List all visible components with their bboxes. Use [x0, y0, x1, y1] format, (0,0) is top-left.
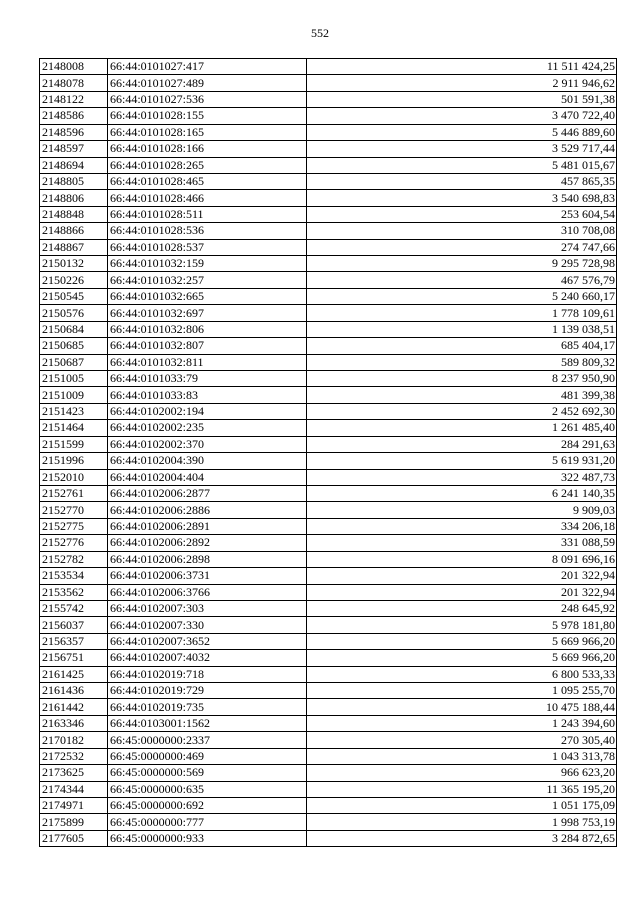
table-row — [40, 420, 617, 436]
row-id-cell: 2161425 — [40, 666, 108, 682]
cadastral-number-cell: 66:44:0102007:4032 — [108, 650, 307, 666]
table-row — [40, 157, 617, 173]
row-id-cell: 2152761 — [40, 485, 108, 501]
cadastral-number-cell: 66:44:0101032:257 — [108, 272, 307, 288]
cadastral-number-cell: 66:44:0102007:330 — [108, 617, 307, 633]
row-id-cell: 2177605 — [40, 830, 108, 846]
value-cell: 1 051 175,09 — [307, 797, 617, 813]
row-id-cell: 2150687 — [40, 354, 108, 370]
cadastral-number-cell: 66:44:0103001:1562 — [108, 715, 307, 731]
table-row — [40, 535, 617, 551]
row-id-cell: 2150545 — [40, 288, 108, 304]
cadastral-number-cell: 66:44:0102006:2877 — [108, 485, 307, 501]
value-cell: 1 095 255,70 — [307, 683, 617, 699]
table-row — [40, 124, 617, 140]
cadastral-number-cell: 66:45:0000000:635 — [108, 781, 307, 797]
table-row — [40, 633, 617, 649]
table-row — [40, 321, 617, 337]
cadastral-number-cell: 66:44:0102019:735 — [108, 699, 307, 715]
table-row — [40, 436, 617, 452]
table-row — [40, 272, 617, 288]
table-row — [40, 108, 617, 124]
value-cell: 2 452 692,30 — [307, 403, 617, 419]
table-row — [40, 453, 617, 469]
cadastral-number-cell: 66:44:0101028:155 — [108, 108, 307, 124]
row-id-cell: 2156751 — [40, 650, 108, 666]
value-cell: 270 305,40 — [307, 732, 617, 748]
cadastral-number-cell: 66:44:0102006:2886 — [108, 502, 307, 518]
value-cell: 310 708,08 — [307, 223, 617, 239]
cadastral-number-cell: 66:44:0101027:489 — [108, 75, 307, 91]
table-row — [40, 485, 617, 501]
cadastral-number-cell: 66:44:0102007:3652 — [108, 633, 307, 649]
value-cell: 685 404,17 — [307, 338, 617, 354]
cadastral-number-cell: 66:44:0101028:465 — [108, 173, 307, 189]
cadastral-number-cell: 66:44:0101032:665 — [108, 288, 307, 304]
table-row — [40, 666, 617, 682]
value-cell: 9 295 728,98 — [307, 256, 617, 272]
row-id-cell: 2150685 — [40, 338, 108, 354]
value-cell: 1 043 313,78 — [307, 748, 617, 764]
data-table — [39, 58, 617, 847]
value-cell: 6 800 533,33 — [307, 666, 617, 682]
table-row — [40, 190, 617, 206]
table-row — [40, 781, 617, 797]
row-id-cell: 2161442 — [40, 699, 108, 715]
cadastral-number-cell: 66:44:0101028:265 — [108, 157, 307, 173]
value-cell: 11 511 424,25 — [307, 59, 617, 75]
row-id-cell: 2148806 — [40, 190, 108, 206]
cadastral-number-cell: 66:44:0101028:166 — [108, 141, 307, 157]
table-row — [40, 617, 617, 633]
cadastral-number-cell: 66:44:0101028:536 — [108, 223, 307, 239]
table-row — [40, 748, 617, 764]
cadastral-number-cell: 66:44:0101033:83 — [108, 387, 307, 403]
cadastral-number-cell: 66:44:0101028:165 — [108, 124, 307, 140]
table-body — [40, 59, 617, 847]
table-row — [40, 256, 617, 272]
cadastral-number-cell: 66:44:0102002:370 — [108, 436, 307, 452]
table-row — [40, 830, 617, 846]
row-id-cell: 2151009 — [40, 387, 108, 403]
cadastral-number-cell: 66:45:0000000:469 — [108, 748, 307, 764]
cadastral-number-cell: 66:44:0101032:159 — [108, 256, 307, 272]
cadastral-number-cell: 66:44:0101028:511 — [108, 206, 307, 222]
value-cell: 5 978 181,80 — [307, 617, 617, 633]
table-row — [40, 469, 617, 485]
page-number: 552 — [311, 26, 329, 40]
row-id-cell: 2148586 — [40, 108, 108, 124]
value-cell: 284 291,63 — [307, 436, 617, 452]
table-row — [40, 650, 617, 666]
value-cell: 457 865,35 — [307, 173, 617, 189]
cadastral-number-cell: 66:44:0101028:537 — [108, 239, 307, 255]
row-id-cell: 2151005 — [40, 371, 108, 387]
table-row — [40, 814, 617, 830]
value-cell: 8 091 696,16 — [307, 551, 617, 567]
value-cell: 10 475 188,44 — [307, 699, 617, 715]
row-id-cell: 2174344 — [40, 781, 108, 797]
row-id-cell: 2152782 — [40, 551, 108, 567]
cadastral-number-cell: 66:44:0102004:404 — [108, 469, 307, 485]
row-id-cell: 2150226 — [40, 272, 108, 288]
cadastral-number-cell: 66:44:0102006:2891 — [108, 518, 307, 534]
row-id-cell: 2152770 — [40, 502, 108, 518]
table-row — [40, 765, 617, 781]
value-cell: 6 241 140,35 — [307, 485, 617, 501]
cadastral-number-cell: 66:44:0101027:536 — [108, 91, 307, 107]
value-cell: 5 669 966,20 — [307, 650, 617, 666]
table-row — [40, 732, 617, 748]
cadastral-number-cell: 66:44:0102019:729 — [108, 683, 307, 699]
cadastral-number-cell: 66:44:0102006:3731 — [108, 568, 307, 584]
row-id-cell: 2163346 — [40, 715, 108, 731]
value-cell: 3 529 717,44 — [307, 141, 617, 157]
row-id-cell: 2148866 — [40, 223, 108, 239]
cadastral-number-cell: 66:45:0000000:569 — [108, 765, 307, 781]
row-id-cell: 2148597 — [40, 141, 108, 157]
row-id-cell: 2156037 — [40, 617, 108, 633]
table-row — [40, 206, 617, 222]
row-id-cell: 2152010 — [40, 469, 108, 485]
cadastral-number-cell: 66:44:0102002:194 — [108, 403, 307, 419]
cadastral-number-cell: 66:44:0101032:806 — [108, 321, 307, 337]
row-id-cell: 2151996 — [40, 453, 108, 469]
cadastral-number-cell: 66:44:0101032:811 — [108, 354, 307, 370]
value-cell: 331 088,59 — [307, 535, 617, 551]
value-cell: 1 139 038,51 — [307, 321, 617, 337]
table-row — [40, 518, 617, 534]
table-row — [40, 75, 617, 91]
value-cell: 8 237 950,90 — [307, 371, 617, 387]
row-id-cell: 2175899 — [40, 814, 108, 830]
value-cell: 5 240 660,17 — [307, 288, 617, 304]
row-id-cell: 2153534 — [40, 568, 108, 584]
table-row — [40, 91, 617, 107]
cadastral-number-cell: 66:45:0000000:2337 — [108, 732, 307, 748]
cadastral-number-cell: 66:44:0101032:697 — [108, 305, 307, 321]
cadastral-number-cell: 66:44:0101033:79 — [108, 371, 307, 387]
table-row — [40, 305, 617, 321]
table-row — [40, 551, 617, 567]
value-cell: 1 998 753,19 — [307, 814, 617, 830]
value-cell: 274 747,66 — [307, 239, 617, 255]
table-row — [40, 338, 617, 354]
cadastral-number-cell: 66:44:0102019:718 — [108, 666, 307, 682]
cadastral-number-cell: 66:44:0102002:235 — [108, 420, 307, 436]
row-id-cell: 2151464 — [40, 420, 108, 436]
table-row — [40, 502, 617, 518]
cadastral-number-cell: 66:44:0102004:390 — [108, 453, 307, 469]
row-id-cell: 2148867 — [40, 239, 108, 255]
row-id-cell: 2153562 — [40, 584, 108, 600]
cadastral-number-cell: 66:44:0102006:2892 — [108, 535, 307, 551]
cadastral-number-cell: 66:44:0102006:2898 — [108, 551, 307, 567]
value-cell: 467 576,79 — [307, 272, 617, 288]
table-row — [40, 600, 617, 616]
table-row — [40, 797, 617, 813]
row-id-cell: 2150684 — [40, 321, 108, 337]
value-cell: 481 399,38 — [307, 387, 617, 403]
row-id-cell: 2148008 — [40, 59, 108, 75]
cadastral-number-cell: 66:45:0000000:692 — [108, 797, 307, 813]
value-cell: 966 623,20 — [307, 765, 617, 781]
value-cell: 9 909,03 — [307, 502, 617, 518]
value-cell: 5 619 931,20 — [307, 453, 617, 469]
row-id-cell: 2151423 — [40, 403, 108, 419]
value-cell: 589 809,32 — [307, 354, 617, 370]
table-row — [40, 584, 617, 600]
value-cell: 5 446 889,60 — [307, 124, 617, 140]
cadastral-number-cell: 66:45:0000000:777 — [108, 814, 307, 830]
row-id-cell: 2155742 — [40, 600, 108, 616]
value-cell: 1 243 394,60 — [307, 715, 617, 731]
row-id-cell: 2148805 — [40, 173, 108, 189]
value-cell: 3 470 722,40 — [307, 108, 617, 124]
row-id-cell: 2161436 — [40, 683, 108, 699]
value-cell: 201 322,94 — [307, 584, 617, 600]
row-id-cell: 2148694 — [40, 157, 108, 173]
row-id-cell: 2148078 — [40, 75, 108, 91]
table-row — [40, 354, 617, 370]
value-cell: 201 322,94 — [307, 568, 617, 584]
table-row — [40, 239, 617, 255]
row-id-cell: 2148848 — [40, 206, 108, 222]
row-id-cell: 2172532 — [40, 748, 108, 764]
value-cell: 1 778 109,61 — [307, 305, 617, 321]
row-id-cell: 2152776 — [40, 535, 108, 551]
value-cell: 1 261 485,40 — [307, 420, 617, 436]
value-cell: 501 591,38 — [307, 91, 617, 107]
cadastral-number-cell: 66:44:0101027:417 — [108, 59, 307, 75]
value-cell: 5 481 015,67 — [307, 157, 617, 173]
table-row — [40, 568, 617, 584]
value-cell: 322 487,73 — [307, 469, 617, 485]
value-cell: 3 540 698,83 — [307, 190, 617, 206]
row-id-cell: 2174971 — [40, 797, 108, 813]
table-row — [40, 699, 617, 715]
table-row — [40, 141, 617, 157]
table-row — [40, 683, 617, 699]
row-id-cell: 2150576 — [40, 305, 108, 321]
cadastral-number-cell: 66:45:0000000:933 — [108, 830, 307, 846]
row-id-cell: 2148596 — [40, 124, 108, 140]
row-id-cell: 2156357 — [40, 633, 108, 649]
table-row — [40, 173, 617, 189]
value-cell: 2 911 946,62 — [307, 75, 617, 91]
table-row — [40, 288, 617, 304]
table-row — [40, 715, 617, 731]
table-row — [40, 223, 617, 239]
table-row — [40, 371, 617, 387]
value-cell: 5 669 966,20 — [307, 633, 617, 649]
row-id-cell: 2148122 — [40, 91, 108, 107]
table-row — [40, 59, 617, 75]
row-id-cell: 2173625 — [40, 765, 108, 781]
row-id-cell: 2152775 — [40, 518, 108, 534]
table-row — [40, 403, 617, 419]
value-cell: 334 206,18 — [307, 518, 617, 534]
cadastral-number-cell: 66:44:0102006:3766 — [108, 584, 307, 600]
value-cell: 11 365 195,20 — [307, 781, 617, 797]
value-cell: 248 645,92 — [307, 600, 617, 616]
table-row — [40, 387, 617, 403]
row-id-cell: 2170182 — [40, 732, 108, 748]
value-cell: 253 604,54 — [307, 206, 617, 222]
cadastral-number-cell: 66:44:0101032:807 — [108, 338, 307, 354]
row-id-cell: 2151599 — [40, 436, 108, 452]
value-cell: 3 284 872,65 — [307, 830, 617, 846]
row-id-cell: 2150132 — [40, 256, 108, 272]
cadastral-number-cell: 66:44:0101028:466 — [108, 190, 307, 206]
cadastral-number-cell: 66:44:0102007:303 — [108, 600, 307, 616]
